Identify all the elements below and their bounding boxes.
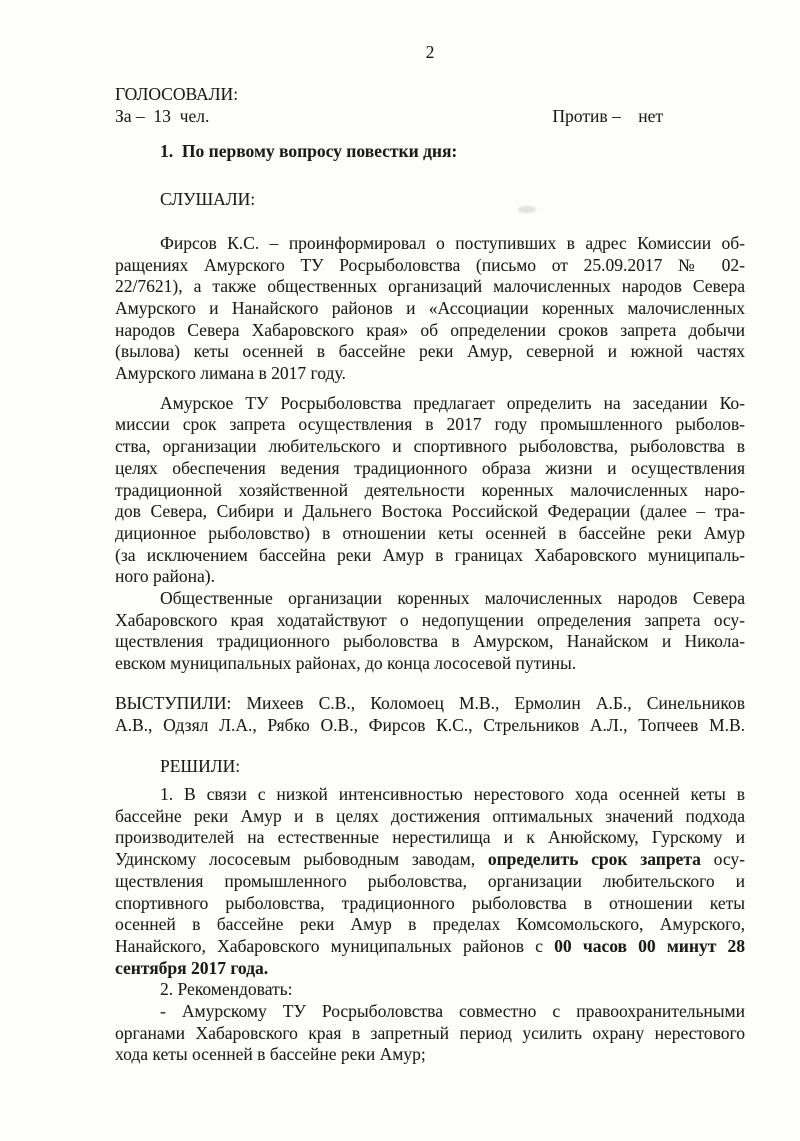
text-line: ства, организации любительского и спортивного рыболовства, рыболовства в (115, 436, 745, 457)
text-line: народов Севера Хабаровского края» об определении сроков запрета добычи (115, 319, 745, 340)
text-line: Нанайского, Хабаровского муниципальных районов с 00 часов 00 минут 28 (115, 935, 745, 956)
text-line: Хабаровского края ходатайствуют о недопущении определения запрета осу- (115, 609, 745, 630)
text-line: спортивного рыболовства, традиционного рыболовства в отношении кеты (115, 892, 745, 913)
paragraph-decision-1 (115, 784, 745, 979)
spacer (115, 127, 745, 141)
text-line: - Амурскому ТУ Росрыболовства совместно с правоохранительными (160, 1001, 745, 1022)
paragraph-amur-tu-proposal (115, 393, 745, 588)
text-line: Амурского лимана в 2017 году. (115, 363, 346, 384)
text-line: диционное рыболовство) в отношении кеты осенней в бассейне реки Амур (115, 522, 745, 543)
decided-section-header: РЕШИЛИ: (160, 756, 241, 777)
agenda-item-heading: 1. По первому вопросу повестки дня: (160, 141, 458, 162)
text-line: хода кеты осенней в бассейне реки Амур; (115, 1044, 426, 1065)
text-line: ращениях Амурского ТУ Росрыболовства (письмо от 25.09.2017 № 02- (115, 254, 745, 275)
text-line: ного района). (115, 566, 215, 587)
heard-section-header: СЛУШАЛИ: (160, 189, 256, 210)
paragraph-decision-2-heading (115, 979, 745, 1001)
text-line: ществления промышленного рыболовства, организации любительского и (115, 870, 745, 891)
paragraph-firsov-report (115, 233, 745, 385)
spacer (115, 163, 745, 189)
text-line: евском муниципальных районах, до конца лососевой путины. (115, 653, 577, 674)
page-number: 2 (425, 42, 435, 62)
text-line: традиционной хозяйственной деятельности коренных малочисленных наро- (115, 479, 745, 500)
text-line: ВЫСТУПИЛИ: Михеев С.В., Коломоец М.В., Ермолин А.Б., Синельников (115, 692, 745, 713)
text-line: Амурское ТУ Росрыболовства предлагает определить на заседании Ко- (160, 392, 745, 413)
text-line: целях обеспечения ведения традиционного образа жизни и осуществления (115, 457, 745, 478)
spacer (115, 385, 745, 393)
text-line (115, 958, 745, 980)
vote-for: За – 13 чел. (115, 105, 210, 126)
bold-run: сентября 2017 года. (115, 957, 269, 978)
paragraph-public-organizations (115, 588, 745, 675)
text-line: 1. В связи с низкой интенсивностью нерестового хода осенней кеты в (160, 783, 745, 804)
bold-run: 00 часов 00 минут 28 (554, 935, 745, 956)
text-line: осенней в бассейне реки Амур в пределах Комсомольского, Амурского, (115, 914, 745, 935)
bold-run: определить срок запрета (487, 849, 701, 870)
text-line: 2. Рекомендовать: (160, 979, 293, 1000)
text-line: бассейне реки Амур и в целях достижения оптимальных значений подхода (115, 805, 745, 826)
text-line: Удинскому лососевым рыбоводным заводам, определить срок запрета осу- (115, 849, 745, 870)
vote-against: Против – нет (552, 105, 663, 126)
spacer (115, 211, 745, 233)
text-line: миссии срок запрета осуществления в 2017 году промышленного рыболов- (115, 414, 745, 435)
vote-row (115, 106, 745, 128)
text-line: дов Севера, Сибири и Дальнего Востока Российской Федерации (далее – тра- (115, 501, 745, 522)
text-line: (вылова) кеты осенней в бассейне реки Амур, северной и южной частях (115, 341, 745, 362)
text-line: органами Хабаровского края в запретный период усилить охрану нерестового (115, 1022, 745, 1043)
text-line: производителей на естественные нерестилища и к Анюйскому, Гурскому и (115, 827, 745, 848)
text-line: Фирсов К.С. – проинформировал о поступивших в адрес Комиссии об- (160, 232, 745, 253)
vote-header: ГОЛОСОВАЛИ: (115, 84, 239, 104)
text-line: (за исключением бассейна реки Амур в границах Хабаровского муниципаль- (115, 544, 745, 565)
paragraph-speakers (115, 693, 745, 736)
text-line: А.В., Одзял Л.А., Рябко О.В., Фирсов К.С., Стрельников А.Л., Топчеев М.В. (115, 714, 745, 735)
text-line: Амурского и Нанайского районов и «Ассоциации коренных малочисленных (115, 297, 745, 318)
spacer (115, 675, 745, 693)
document-body (115, 84, 745, 1066)
text-line: ществления традиционного рыболовства в Амурском, Нанайском и Никола- (115, 631, 745, 652)
paragraph-recommendation (115, 1001, 745, 1066)
spacer (115, 736, 745, 756)
text-line: 22/7621), а также общественных организаций малочисленных народов Севера (115, 276, 745, 297)
text-line: Общественные организации коренных малочисленных народов Севера (160, 588, 745, 609)
